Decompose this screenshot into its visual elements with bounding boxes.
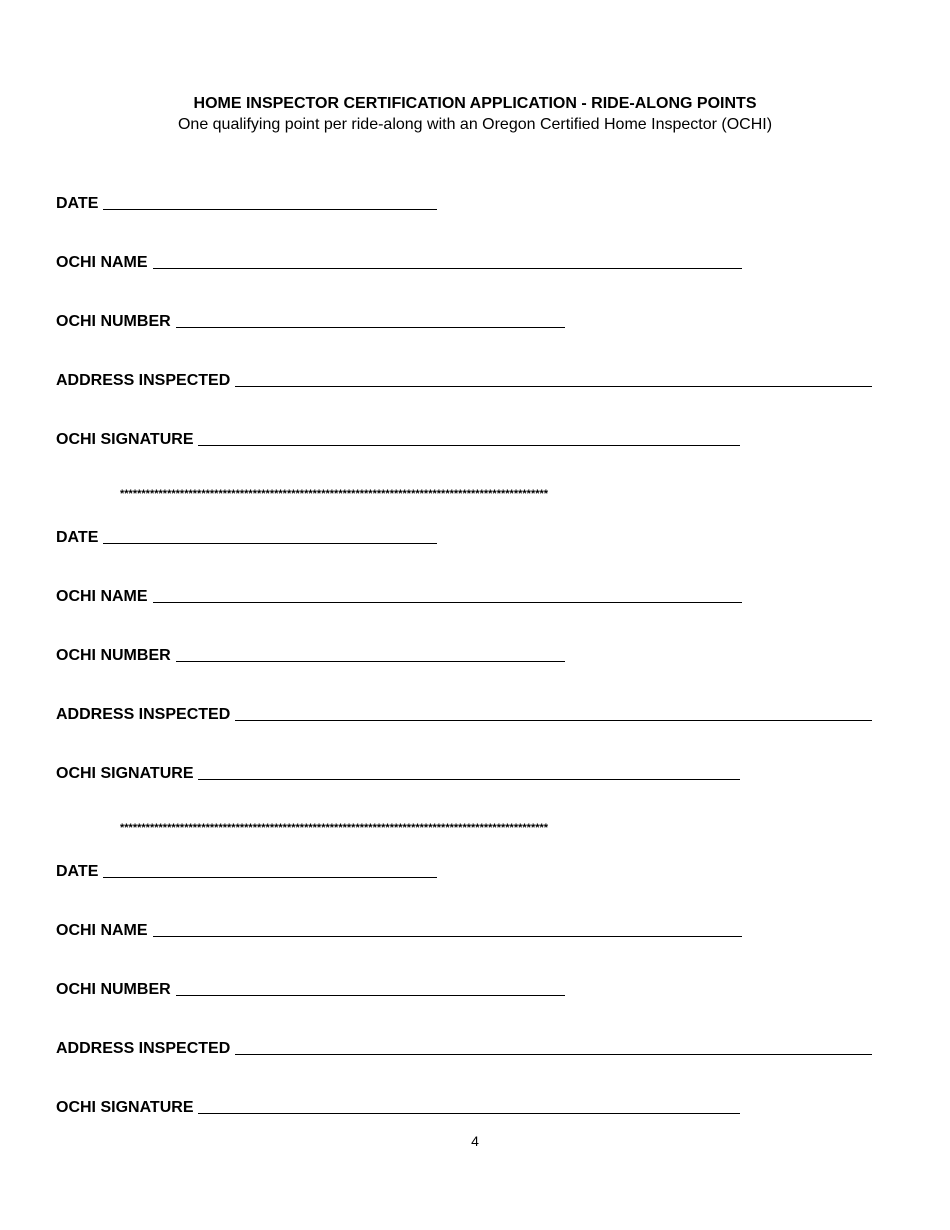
ochi-name-label: OCHI NAME	[56, 922, 148, 939]
ochi-name-field-3[interactable]	[56, 917, 742, 941]
date-line[interactable]	[103, 877, 437, 878]
ochi-number-line[interactable]	[176, 661, 565, 662]
date-line[interactable]	[103, 209, 437, 210]
ochi-name-line[interactable]	[153, 268, 742, 269]
address-field-3[interactable]	[56, 1035, 872, 1059]
ochi-number-line[interactable]	[176, 327, 565, 328]
address-field-1[interactable]	[56, 367, 872, 391]
signature-label: OCHI SIGNATURE	[56, 431, 194, 448]
page-header	[0, 94, 950, 135]
signature-line[interactable]	[198, 445, 740, 446]
ochi-name-label: OCHI NAME	[56, 588, 148, 605]
date-label: DATE	[56, 863, 99, 880]
address-field-2[interactable]	[56, 701, 872, 725]
signature-label: OCHI SIGNATURE	[56, 1099, 194, 1116]
ochi-number-line[interactable]	[176, 995, 565, 996]
address-line[interactable]	[235, 1054, 872, 1055]
signature-label: OCHI SIGNATURE	[56, 765, 194, 782]
signature-field-1[interactable]	[56, 426, 740, 450]
signature-line[interactable]	[198, 1113, 740, 1114]
signature-line[interactable]	[198, 779, 740, 780]
separator-1: ****************************************************************************************************	[120, 488, 549, 500]
date-label: DATE	[56, 195, 99, 212]
address-label: ADDRESS INSPECTED	[56, 1040, 231, 1057]
ochi-name-line[interactable]	[153, 936, 742, 937]
page-number: 4	[471, 1133, 479, 1149]
ochi-number-label: OCHI NUMBER	[56, 313, 171, 330]
signature-field-3[interactable]	[56, 1094, 740, 1118]
separator-2: ****************************************************************************************************	[120, 822, 549, 834]
form-subtitle: One qualifying point per ride-along with an Oregon Certified Home Inspector (OCHI)	[177, 116, 773, 133]
ochi-number-label: OCHI NUMBER	[56, 981, 171, 998]
ochi-name-field-1[interactable]	[56, 249, 742, 273]
date-label: DATE	[56, 529, 99, 546]
ochi-number-field-2[interactable]	[56, 642, 565, 666]
ochi-name-field-2[interactable]	[56, 583, 742, 607]
address-line[interactable]	[235, 386, 872, 387]
address-label: ADDRESS INSPECTED	[56, 706, 231, 723]
address-label: ADDRESS INSPECTED	[56, 372, 231, 389]
date-field-1[interactable]	[56, 190, 437, 214]
date-field-3[interactable]	[56, 858, 437, 882]
address-line[interactable]	[235, 720, 872, 721]
ochi-number-label: OCHI NUMBER	[56, 647, 171, 664]
signature-field-2[interactable]	[56, 760, 740, 784]
ochi-name-label: OCHI NAME	[56, 254, 148, 271]
ochi-number-field-3[interactable]	[56, 976, 565, 1000]
date-field-2[interactable]	[56, 524, 437, 548]
ochi-number-field-1[interactable]	[56, 308, 565, 332]
ochi-name-line[interactable]	[153, 602, 742, 603]
form-title: HOME INSPECTOR CERTIFICATION APPLICATION - RIDE-ALONG POINTS	[193, 95, 757, 112]
date-line[interactable]	[103, 543, 437, 544]
